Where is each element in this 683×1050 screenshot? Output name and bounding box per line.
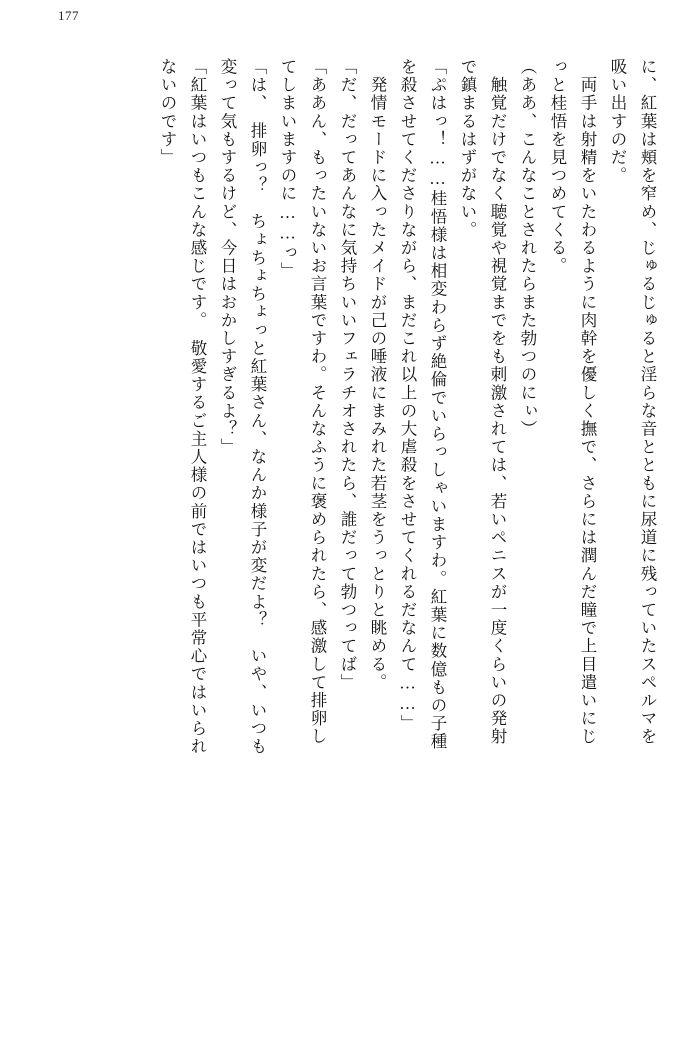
vertical-text-body — [32, 58, 655, 1018]
text-line: を殺させてくださりながら、まだこれ以上の大虐殺をさせてくれるだなんて……」 — [398, 58, 417, 733]
text-line: 「は、 排卵っ？ ちょちょちょっと紅葉さん、なんか様子が変だよ？ いや、いつも — [248, 58, 267, 756]
text-line: （ああ、こんなことされたらまた勃つのにぃ） — [518, 58, 537, 439]
text-line: 「だ、だってあんなに気持ちいいフェラチオされたら、誰だって勃つってば」 — [338, 58, 357, 692]
text-line: 「紅葉はいつもこんな感じです。 敬愛するご主人様の前ではいつも平常心ではいられ — [188, 58, 207, 756]
text-line: で鎮まるはずがない。 — [458, 58, 477, 239]
text-line: っと桂悟を見つめてくる。 — [548, 58, 567, 276]
text-line: 「ぷはっ！……桂悟様は相変わらず絶倫でいらっしゃいますわ。紅葉に数億もの子種 — [428, 58, 447, 751]
text-line: 変って気もするけど、今日はおかしすぎるよ？」 — [218, 58, 237, 457]
text-line: てしまいますのに……っ」 — [278, 58, 297, 281]
text-line: ないのです」 — [158, 58, 177, 167]
text-line: に、紅葉は頬を窄め、じゅるじゅると淫らな音とともに尿道に残っていたスペルマを — [638, 58, 657, 746]
text-line: 触覚だけでなく聴覚や視覚までをも刺激されては、若いペニスが一度くらいの発射 — [488, 58, 507, 746]
text-line: 両手は射精をいたわるように肉幹を優しく撫で、さらには潤んだ瞳で上目遣いにじ — [578, 58, 597, 746]
page-number: 177 — [58, 8, 79, 23]
text-line: 「ああん、もったいないお言葉ですわ。そんなふうに褒められたら、感激して排卵し — [308, 58, 327, 746]
text-line: 発情モードに入ったメイドが己の唾液にまみれた若茎をうっとりと眺める。 — [368, 58, 387, 692]
text-line: 吸い出すのだ。 — [608, 58, 627, 185]
